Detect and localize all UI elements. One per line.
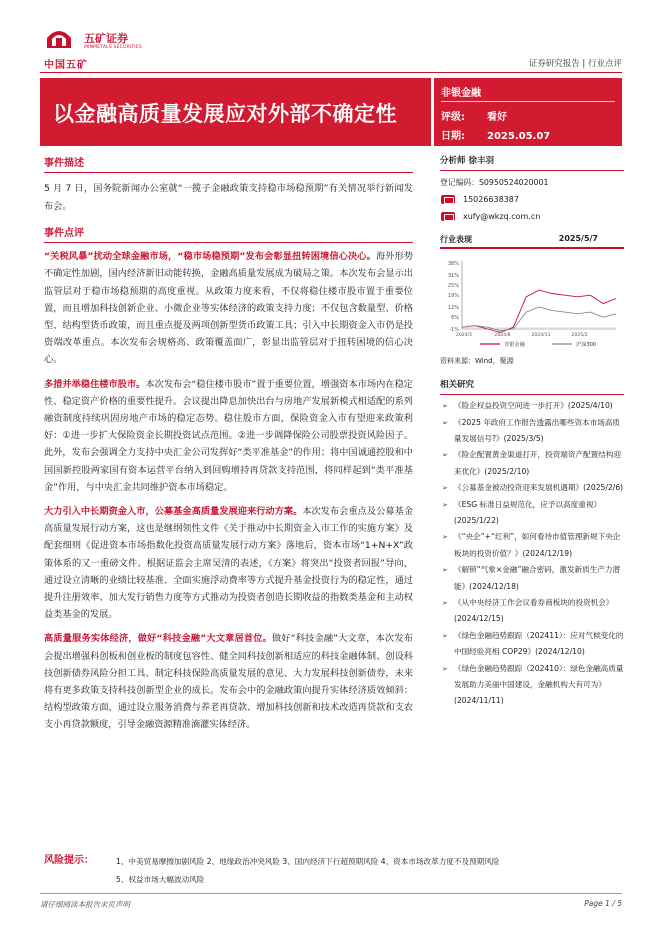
document-type: 证券研究报告 | 行业点评: [528, 59, 622, 69]
related-research-title: 《险企权益投资空间进一步打开》(2025/4/10): [454, 401, 613, 411]
related-research-title: 《从中央经济工作会议看券商板块的投资机会》(2024/12/15): [454, 598, 614, 624]
related-research-title: 《ESG 标准日益规范化，应予以高度重视》(2025/1/22): [454, 499, 602, 526]
phone-row: [440, 192, 624, 207]
related-research-title: 《“央企”+“红利”，如何看待市值管理新规下央企板块的投资价值？》(2024/12/19): [454, 532, 621, 558]
arrow-icon: ➢: [442, 631, 448, 640]
chart-title: 行业表现: [440, 235, 472, 245]
header-divider: [40, 72, 622, 73]
footer-disclaimer: 请仔细阅读本报告末页声明: [40, 900, 130, 909]
analyst-name: 分析师 徐丰羽: [440, 156, 494, 166]
paragraph-3-text: 本次发布会重点及公募基金高质量发展行动方案，这也是继纲领性文件《关于推动中长期资金入市工作的实施方案》及配套细则《促进资本市场指数化投资高质量发展行动方案》落地后，资本市场“1+N+X”政策体系的又一重磅文件。根据证监会主席吴清的表述，《方案》将突出“投资者回报”导向，通过设立清晰的业绩比较基准、全面实施浮动费率等方式提升基金投资行为的稳定性，通过提升注册效率、加大发行销售力度等方式推动为投资者创造长期收益的指数类基金和主动权益类基金的发展。: [44, 506, 414, 621]
y-tick-label: -1%: [449, 326, 459, 333]
logo: [44, 26, 184, 72]
performance-chart-svg: [440, 253, 624, 353]
report-title: 以金融高质量发展应对外部不确定性: [53, 102, 397, 126]
phone-icon: [441, 195, 455, 204]
rating-value: 看好: [487, 112, 507, 123]
date-row: [441, 127, 550, 142]
sidebar: [440, 154, 624, 710]
related-research-item[interactable]: [440, 661, 624, 710]
related-research-item[interactable]: [440, 447, 624, 480]
paragraph-4-text: 做好“科技金融”大文章，本次发布会提出增强科创板和创业板的制度包容性、健全同科技创新相适应的科技金融体制、创设科技创新债券风险分担工具、制定科技保险高质量发展的意见、大力发展科技创新债券，未来将有更多政策支持科技创新型企业的成长。发布会中的金融政策向提升实体经济质效倾斜：结构型政策方面，通过设立服务消费与养老再贷款、增加科技创新和技术改造再贷款和支农支小再贷款额度，引导金融资源精准滴灌实体经济。: [44, 633, 413, 731]
legend-label: 沪深300: [576, 341, 597, 348]
paragraph-1-highlight: “关税风暴”扰动全球金融市场，“稳市场稳预期”发布会彰显扭转困境信心决心。: [44, 251, 376, 263]
x-tick-label: 2025/2: [571, 332, 588, 338]
risk-line-2: 5、权益市场大幅波动风险: [116, 875, 205, 884]
y-tick-label: 25%: [447, 282, 459, 289]
event-paragraph: 5 月 7 日，国务院新闻办公室就“一揽子金融政策支持稳市场稳预期”有关情况举行新闻发布会。: [44, 183, 413, 212]
related-research-title: 《解锁“气象×金融”融合密码，激发新质生产力潜能》(2024/12/18): [454, 565, 621, 591]
main-content: [44, 154, 413, 734]
rating-label: 评级:: [441, 112, 465, 123]
email-icon: [441, 212, 455, 221]
page-number: Page 1 / 5: [584, 899, 622, 908]
y-tick-label: 38%: [447, 260, 459, 267]
legend-label: 非银金融: [504, 341, 525, 348]
logo-emblem-icon: [44, 26, 74, 50]
rating-info-box: [434, 78, 622, 146]
related-research-title: 《绿色金融趋势跟踪（202411）：应对气候变化的中国经验亮相 COP29》(2024/12/10): [454, 630, 624, 657]
paragraph-4-highlight: 高质量服务实体经济，做好“科技金融”大文章居首位。: [44, 633, 273, 645]
performance-chart: [440, 253, 624, 353]
title-banner: [40, 78, 431, 146]
paragraph-3: [44, 503, 413, 623]
paragraph-2-text: 本次发布会“稳住楼市股市”置于重要位置，增强资本市场内在稳定性、稳定资产价格的重要性提升。会议提出降息加快出台与房地产发展新模式相适配的系列融资制度持续巩固房地产市场的稳定态势。稳住股市方面，保险资金入市有望迎来政策利好：①进一步扩大保险资金长期投资试点范围。②进一步调降保险公司股票投资风险因子。此外，发布会强调全力支持中央汇金公司发挥好“类平准基金”的作用；将中国诚通控股和中国国新控股两家国有资本运营平台纳入到回购增持再贷款支持范围，将同样起到“类平准基金”作用，与中央汇金共同维护资本市场稳定。: [44, 378, 413, 493]
related-research-title: 《公募基金被动投资迎来发展机遇期》(2025/2/6): [454, 483, 624, 493]
risk-line-1: 1、中美贸易摩擦加剧风险 2、地缘政治冲突风险 3、国内经济下行超预期风险 4、资本市场改革力度不及预期风险: [116, 857, 500, 866]
related-research-item[interactable]: [440, 415, 624, 448]
section-rule: [44, 172, 413, 173]
y-tick-label: 12%: [447, 304, 459, 311]
related-research-title: 《绿色金融趋势跟踪（202410）：绿色金融高质量发展助力美丽中国建设，金融机构大有可为》(2024/11/11): [454, 663, 624, 706]
logo-subtitle: 中国五矿: [44, 60, 88, 71]
paragraph-2: [44, 376, 413, 496]
related-research-item[interactable]: [440, 529, 624, 562]
related-research-item[interactable]: [440, 562, 624, 595]
sidebar-rule: [440, 170, 624, 171]
arrow-icon: ➢: [442, 533, 448, 542]
paragraph-2-highlight: 多措并举稳住楼市股市。: [44, 378, 146, 390]
x-tick-label: 2024/5: [455, 332, 473, 338]
analyst-email: xufy@wkzq.com.cn: [463, 212, 541, 222]
paragraph-1-text: 海外形势不确定性加剧，国内经济新旧动能转换，金融高质量发展成为破局之策。本次发布会显示出监管层对于稳市场稳预期的高度重视。从政策力度来看，不仅将稳住楼市股市置于重要位置，而且增加科技创新企业、小微企业等实体经济的政策支持力度；不仅包含数量型、价格型、结构型货币政策，而且重点提及两项创新型货币政策工具；引入中长期资金入市仍是投资端改革重点。本次发布会规格高、政策覆盖面广，彰显出监管层对于扭转困境的信心决心。: [44, 251, 414, 366]
date-label: 日期:: [441, 131, 465, 142]
y-tick-label: 31%: [447, 272, 459, 279]
chart-date: 2025/5/7: [558, 234, 598, 244]
arrow-icon: ➢: [442, 484, 448, 493]
related-research-title: 《险企配置黄金渠道打开，投资端资产配置结构迎来优化》(2025/2/10): [454, 450, 622, 476]
series-line-sector: [462, 290, 616, 332]
arrow-icon: ➢: [442, 402, 448, 411]
related-research-item[interactable]: [440, 497, 624, 530]
x-tick-label: 2024/11: [531, 332, 551, 338]
brand-english-name: MINMETALS SECURITIES: [84, 45, 142, 50]
chart-header: [440, 234, 624, 245]
risk-label: 风险提示：: [44, 855, 94, 866]
chart-rule: [440, 247, 624, 248]
related-rule: [440, 394, 624, 395]
chart-source: 资料来源：Wind，聚源: [440, 356, 514, 365]
related-research-item[interactable]: [440, 628, 624, 661]
related-research-item[interactable]: [440, 595, 624, 628]
arrow-icon: ➢: [442, 451, 448, 460]
related-research-title: 《2025 年政府工作报告透露出哪些资本市场高质量发展信号?》(2025/3/5): [454, 417, 621, 443]
brand-name: 五矿证券: [84, 32, 128, 45]
paragraph-1: [44, 248, 413, 368]
related-heading: 相关研究: [440, 379, 475, 390]
arrow-icon: ➢: [442, 500, 448, 509]
related-research-item[interactable]: [440, 398, 624, 414]
sector-name: 非银金融: [441, 88, 481, 99]
date-value: 2025.05.07: [487, 131, 551, 142]
section-rule: [44, 242, 413, 243]
event-heading: 事件描述: [44, 158, 84, 169]
arrow-icon: ➢: [442, 664, 448, 673]
rating-row: [441, 108, 507, 123]
analyst-registration: 登记编码：S0950524020001: [440, 178, 549, 188]
paragraph-4: [44, 630, 413, 733]
risk-text: [116, 853, 624, 889]
analyst-phone: 15026638387: [463, 195, 519, 205]
info-divider: [441, 101, 615, 102]
paragraph-3-highlight: 大力引入中长期资金入市，公募基金高质量发展迎来行动方案。: [44, 506, 303, 518]
comment-heading: 事件点评: [44, 227, 84, 239]
y-tick-label: 19%: [447, 292, 459, 299]
related-research-list: [440, 398, 624, 710]
email-row: [440, 209, 624, 224]
arrow-icon: ➢: [442, 418, 448, 427]
footer-divider: [40, 893, 622, 894]
x-tick-label: 2024/8: [494, 332, 511, 338]
arrow-icon: ➢: [442, 566, 448, 575]
y-tick-label: 6%: [451, 314, 459, 321]
arrow-icon: ➢: [442, 599, 448, 608]
related-research-item[interactable]: [440, 480, 624, 496]
